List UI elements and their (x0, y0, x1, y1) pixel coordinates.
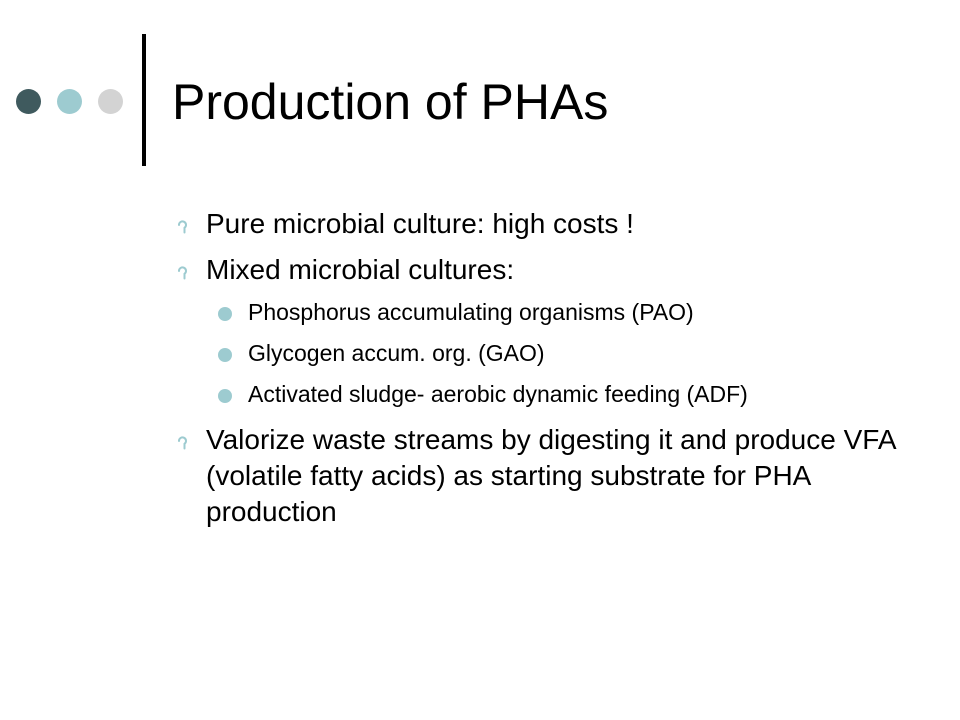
dot-light-teal-icon (57, 89, 82, 114)
hook-bullet-icon (175, 436, 189, 450)
bullet-pure-culture (172, 206, 922, 242)
slide-title: Production of PHAs (172, 74, 609, 130)
hook-bullet-icon (175, 220, 189, 234)
dot-dark-teal-icon (16, 89, 41, 114)
sub-bullet-gao (172, 338, 922, 369)
bullet-text: Valorize waste streams by digesting it and produce VFA (volatile fatty acids) as starting substrate for PHA production (206, 424, 895, 527)
sub-bullet-list (172, 297, 922, 410)
sub-bullet-text: Activated sludge- aerobic dynamic feeding (ADF) (248, 381, 748, 407)
round-bullet-icon (218, 348, 232, 362)
dot-light-gray-icon (98, 89, 123, 114)
round-bullet-icon (218, 389, 232, 403)
bullet-text: Mixed microbial cultures: (206, 254, 515, 285)
bullet-valorize-waste (172, 422, 922, 530)
sub-bullet-pao (172, 297, 922, 328)
sub-bullet-text: Glycogen accum. org. (GAO) (248, 340, 545, 366)
sub-bullet-adf (172, 379, 922, 410)
round-bullet-icon (218, 307, 232, 321)
bullet-mixed-cultures (172, 252, 922, 288)
hook-bullet-icon (175, 266, 189, 280)
title-divider-line (142, 34, 146, 166)
bullet-text: Pure microbial culture: high costs ! (206, 208, 634, 239)
slide-content (172, 206, 922, 540)
decorative-dots (16, 89, 126, 115)
sub-bullet-text: Phosphorus accumulating organisms (PAO) (248, 299, 694, 325)
